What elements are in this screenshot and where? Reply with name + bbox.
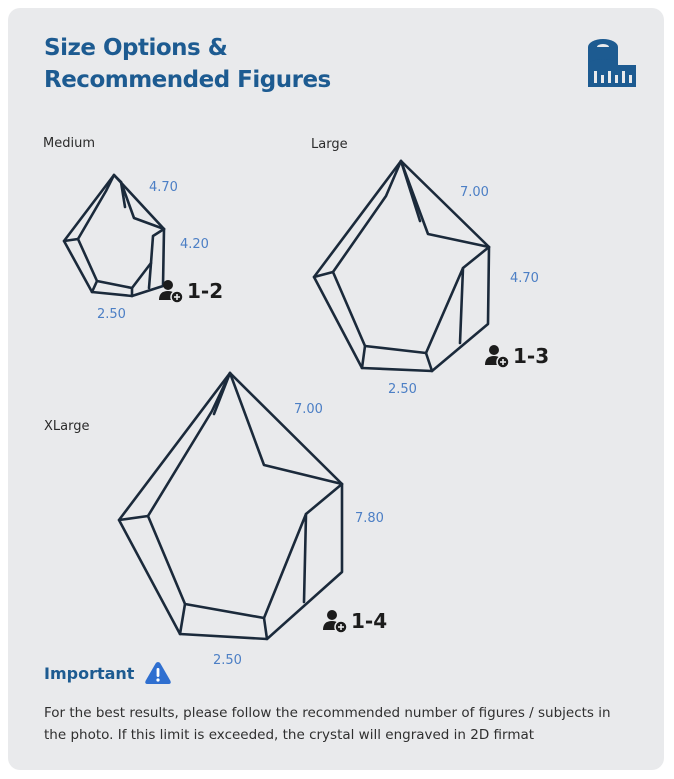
large-figures-count: 1-3 [513, 344, 550, 368]
medium-figures-badge [158, 278, 223, 304]
size-label-xlarge: XLarge [44, 419, 90, 434]
size-label-medium: Medium [43, 136, 95, 151]
xlarge-height-dimension: 7.00 [294, 402, 323, 417]
person-add-icon [158, 278, 184, 304]
medium-width-dimension: 2.50 [97, 307, 126, 322]
size-label-large: Large [311, 137, 348, 152]
xlarge-figures-badge [322, 608, 387, 634]
title-line-1: Size Options & [44, 35, 228, 61]
size-options-card [8, 8, 664, 770]
title-line-2: Recommended Figures [44, 67, 331, 93]
xlarge-depth-dimension: 7.80 [355, 511, 384, 526]
important-note: For the best results, please follow the recommended number of figures / subjects in the photo. If this limit is exceeded, the crystal will engraved in 2D firmat [44, 705, 611, 743]
large-height-dimension: 7.00 [460, 185, 489, 200]
important-heading [44, 660, 172, 686]
medium-height-dimension: 4.70 [149, 180, 178, 195]
crystal-diagrams [8, 8, 664, 770]
person-add-icon [484, 343, 510, 369]
medium-figures-count: 1-2 [187, 279, 224, 303]
large-depth-dimension: 4.70 [510, 271, 539, 286]
large-width-dimension: 2.50 [388, 382, 417, 397]
medium-depth-dimension: 4.20 [180, 237, 209, 252]
xlarge-width-dimension: 2.50 [213, 653, 242, 668]
xlarge-figures-count: 1-4 [351, 609, 388, 633]
person-add-icon [322, 608, 348, 634]
large-figures-badge [484, 343, 549, 369]
important-label: Important [44, 663, 135, 683]
warning-triangle-icon [144, 660, 172, 686]
